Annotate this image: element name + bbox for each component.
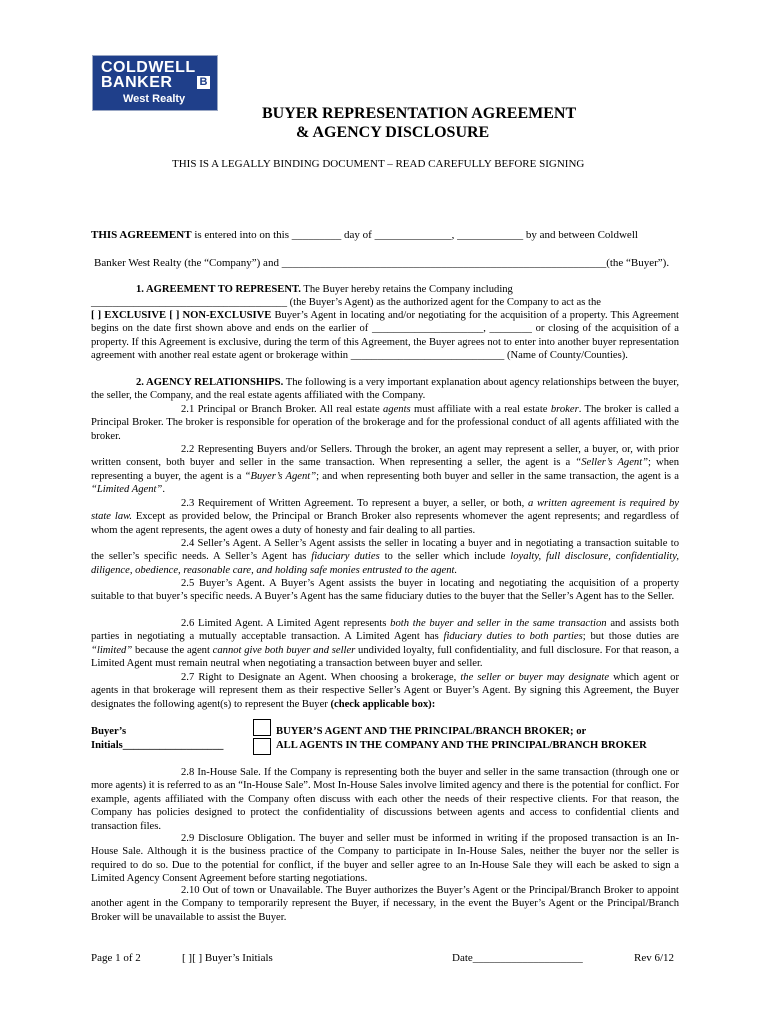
- initials-field[interactable]: Initials___________________: [91, 740, 224, 751]
- section1-line2: _____________________________________ (the Buyer’s Agent) as the authorized agent for the Company to act as the: [91, 297, 601, 308]
- document-title-line2: & AGENCY DISCLOSURE: [296, 124, 490, 141]
- footer-initials[interactable]: [ ][ ] Buyer’s Initials: [182, 952, 273, 964]
- initials-label: Buyer’s: [91, 726, 127, 737]
- option1-checkbox[interactable]: [253, 719, 271, 736]
- para-2-3: 2.3 Requirement of Written Agreement. To represent a buyer, a seller, or both, a written agreement is required by state law. Except as provided below, the Principal or Branch Broker also represents whomever the agent represents; and regardless of whom the agent represents, the agent owes a duty of honesty and fair dealing to all parties.: [91, 498, 679, 536]
- para-2-7: 2.7 Right to Designate an Agent. When choosing a brokerage, the seller or buyer may designate which agent or agents in that brokerage will represent them as their respective Seller’s Agent or Buyer’s Agent. By signing this Agreement, the Buyer designates the following agent(s) to represent the Buyer (check applicable box):: [91, 672, 679, 710]
- option2-checkbox[interactable]: [253, 738, 271, 755]
- document-subtitle: THIS IS A LEGALLY BINDING DOCUMENT – READ CAREFULLY BEFORE SIGNING: [172, 158, 585, 170]
- para-2-4: 2.4 Seller’s Agent. A Seller’s Agent assists the seller in locating a buyer and in negotiating a transaction suitable to the seller’s specific needs. A Seller’s Agent has fiduciary duties to the seller which include loyalty, full disclosure, confidentiality, diligence, obedience, reasonable care, and holding safe monies entrusted to the agent.: [91, 538, 679, 576]
- section1-body: [ ] EXCLUSIVE [ ] NON-EXCLUSIVE Buyer’s Agent in locating and/or negotiating for the acquisition of a property. This Agreement begins on the date first shown above and ends on the earlier of _____________________, ________ or closing of the acquisition of a property. If this Agreement is exclusive, during the term of this Agreement, the Buyer agrees not to enter into another buyer representation agreement with another real estate agent or brokerage within _____________________________ (Name of County/Counties).: [91, 310, 679, 362]
- revision-label: Rev 6/12: [634, 952, 675, 964]
- intro-heading: THIS AGREEMENT: [91, 229, 192, 241]
- intro-line2: Banker West Realty (the “Company”) and ___________________________________________________________(the “Buyer”).: [94, 257, 670, 269]
- para-2-10: 2.10 Out of town or Unavailable. The Buyer authorizes the Buyer’s Agent or the Principal/Branch Broker to appoint another agent in the Company to temporarily represent the Buyer, if necessary, in the event the Buyer’s Agent or the Principal/Branch Broker will be unavailable to assist the Buyer.: [91, 885, 679, 923]
- para-2-9: 2.9 Disclosure Obligation. The buyer and seller must be informed in writing if the proposed transaction is an In-House Sale. Although it is the business practice of the Company to participate in In-House Sales, neither the buyer nor the seller is required to do so. Due to the potential for conflict, if the buyer and seller agree to an In-House Sale they will each be asked to sign a Limited Agency Consent Agreement before starting negotiations.: [91, 833, 679, 885]
- para-2-6: 2.6 Limited Agent. A Limited Agent represents both the buyer and seller in the same transaction and assists both parties in negotiating a mutually acceptable transaction. A Limited Agent has fiduciary duties to both parties; but those duties are “limited” because the agent cannot give both buyer and seller undivided loyalty, full confidentiality, and full disclosure. For that reason, a Limited Agent must remain neutral when negotiating a transaction between buyer and seller.: [91, 618, 680, 670]
- document-title: BUYER REPRESENTATION AGREEMENT: [262, 105, 577, 122]
- section2-heading: 2. AGENCY RELATIONSHIPS.: [136, 377, 284, 388]
- exclusivity-options: [ ] EXCLUSIVE [ ] NON-EXCLUSIVE: [91, 310, 272, 321]
- para-2-8: 2.8 In-House Sale. If the Company is representing both the buyer and seller in the same transaction (through one or more agents) it is referred to as an “In-House Sale”. Most In-House Sales involve limited agency and there is the potential for conflict. For example, agents affiliated with the Company often discuss with each other the needs of their respective clients. For that reason, the Company has policies designed to protect the confidentiality of discussions between agents and access to confidential clients and transaction files.: [91, 767, 679, 832]
- company-logo: [92, 55, 218, 111]
- section2-intro: 2. AGENCY RELATIONSHIPS. The following is a very important explanation about agency relationships between the buyer, the seller, the Company, and the real estate agents affiliated with the Company.: [91, 377, 679, 402]
- para-2-1: 2.1 Principal or Branch Broker. All real estate agents must affiliate with a real estate broker. The broker is called a Principal Broker. The broker is responsible for operation of the brokerage and for the professional conduct of all agents affiliated with the broker.: [91, 404, 679, 442]
- logo-line2: BANKER: [101, 74, 173, 91]
- option2-label: ALL AGENTS IN THE COMPANY AND THE PRINCIPAL/BRANCH BROKER: [276, 740, 647, 751]
- intro-line1-text: is entered into on this _________ day of ______________, ____________ by and between Coldwell: [191, 229, 638, 241]
- section1-heading: 1. AGREEMENT TO REPRESENT.: [136, 284, 301, 295]
- logo-line3: West Realty: [123, 93, 186, 105]
- section1-first-line: 1. AGREEMENT TO REPRESENT. The Buyer hereby retains the Company including: [136, 284, 513, 295]
- option1-label: BUYER’S AGENT AND THE PRINCIPAL/BRANCH BROKER; or: [276, 726, 587, 737]
- page-number: Page 1 of 2: [91, 952, 141, 964]
- logo-mark: B: [197, 76, 210, 89]
- footer-date[interactable]: Date____________________: [452, 952, 583, 964]
- logo-line1: COLDWELL: [101, 59, 196, 76]
- para-2-5: 2.5 Buyer’s Agent. A Buyer’s Agent assists the buyer in locating and negotiating the acquisition of a property suitable to that buyer’s specific needs. A Buyer’s Agent has the same fiduciary duties to the buyer that the Seller’s Agent has to the Seller.: [91, 578, 679, 603]
- para-2-2: 2.2 Representing Buyers and/or Sellers. Through the broker, an agent may represent a seller, a buyer, or, with prior written consent, both buyer and seller in the same transaction. When representing a seller, the agent is a “Seller’s Agent”; when representing a buyer, the agent is a “Buyer’s Agent”; and when representing both buyer and seller in the same transaction, the agent is a “Limited Agent”.: [91, 444, 679, 496]
- intro-line1: [91, 229, 638, 242]
